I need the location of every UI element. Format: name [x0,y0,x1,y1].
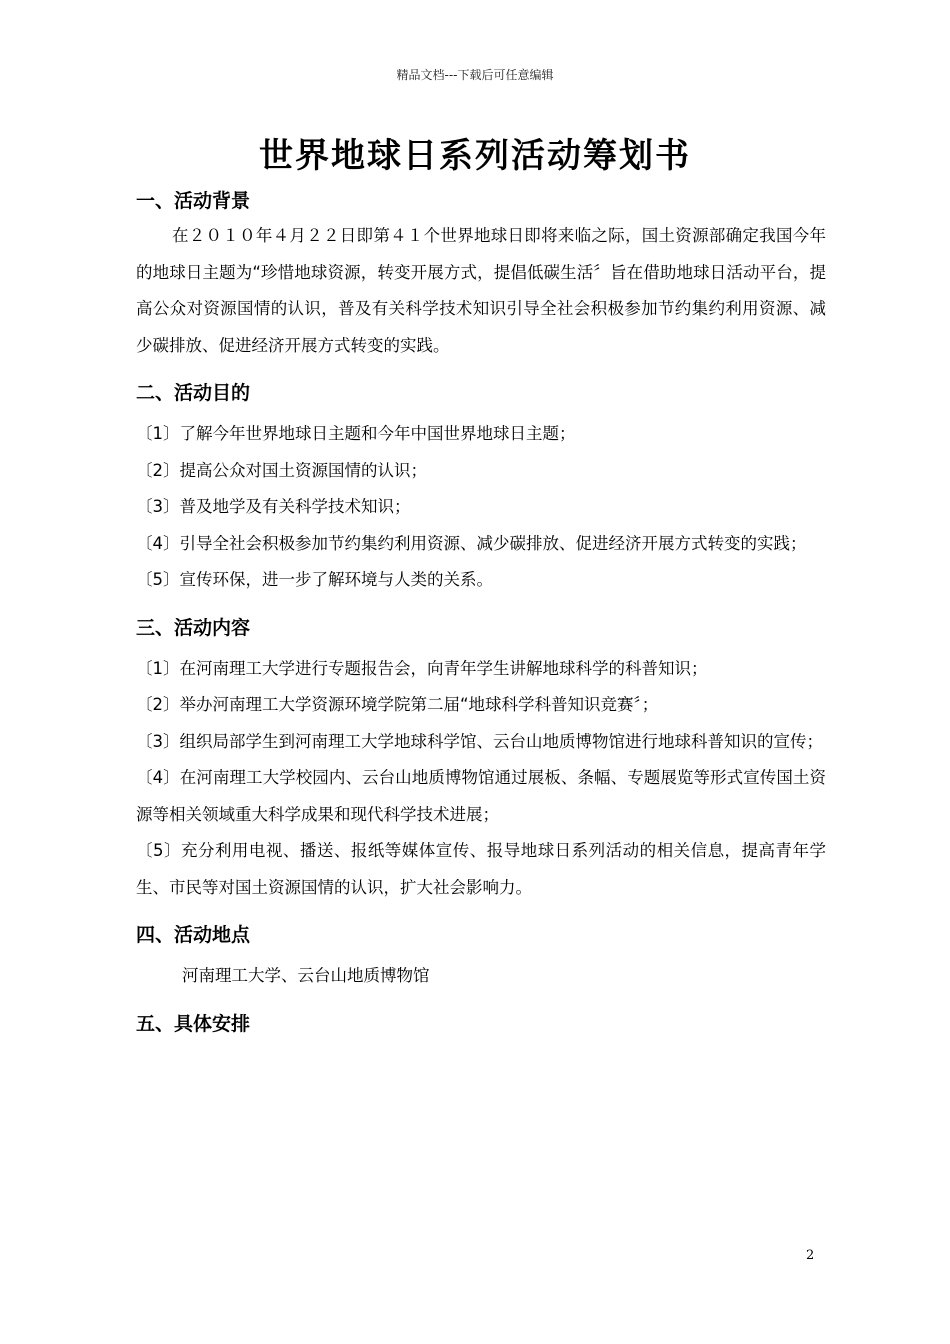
section-heading-background: 一、活动背景 [136,190,251,212]
section-heading-location: 四、活动地点 [136,924,251,946]
content-item-4: 〔4〕在河南理工大学校园内、云台山地质博物馆通过展板、条幅、专题展览等形式宣传国土资源等相关领域重大科学成果和现代科学技术进展； [136,768,826,824]
purpose-item-3: 〔3〕普及地学及有关科学技术知识； [136,497,411,516]
document-title: 世界地球日系列活动筹划书 [259,136,691,176]
location-paragraph: 河南理工大学、云台山地质博物馆 [182,966,430,985]
content-item-5: 〔5〕充分利用电视、播送、报纸等媒体宣传、报导地球日系列活动的相关信息，提高青年学生、市民等对国土资源国情的认识，扩大社会影响力。 [136,841,826,897]
purpose-item-2: 〔2〕提高公众对国土资源国情的认识； [136,460,427,480]
purpose-item-1: 〔1〕了解今年世界地球日主题和今年中国世界地球日主题； [136,424,576,443]
purpose-item-5: 〔5〕宣传环保，进一步了解环境与人类的关系。 [136,570,493,589]
background-paragraph: 在２０１０年４月２２日即第４１个世界地球日即将来临之际，国土资源部确定我国今年的地球日主题为“珍惜地球资源，转变开展方式，提倡低碳生活〞旨在借助地球日活动平台，提高公众对资源国情的认识，普及有关科学技术知识引导全社会积极参加节约集约利用资源、减少碳排放、促进经济开展方式转变的实践。 [136,226,826,355]
content-item-2: 〔2〕举办河南理工大学资源环境学院第二届“地球科学科普知识竞赛〞； [136,695,659,714]
section-heading-arrangement: 五、具体安排 [136,1012,251,1035]
section-heading-purpose: 二、活动目的 [136,382,251,404]
document-body [136,186,826,1039]
purpose-item-4: 〔4〕引导全社会积极参加节约集约利用资源、减少碳排放、促进经济开展方式转变的实践； [136,533,807,553]
page-number: 2 [806,1248,815,1263]
content-item-1: 〔1〕在河南理工大学进行专题报告会，向青年学生讲解地球科学的科普知识； [136,658,708,678]
section-heading-content: 三、活动内容 [136,616,251,639]
content-item-3: 〔3〕组织局部学生到河南理工大学地球科学馆、云台山地质博物馆进行地球科普知识的宣传； [136,731,823,751]
header-note: 精品文档---下载后可任意编辑 [396,68,554,82]
